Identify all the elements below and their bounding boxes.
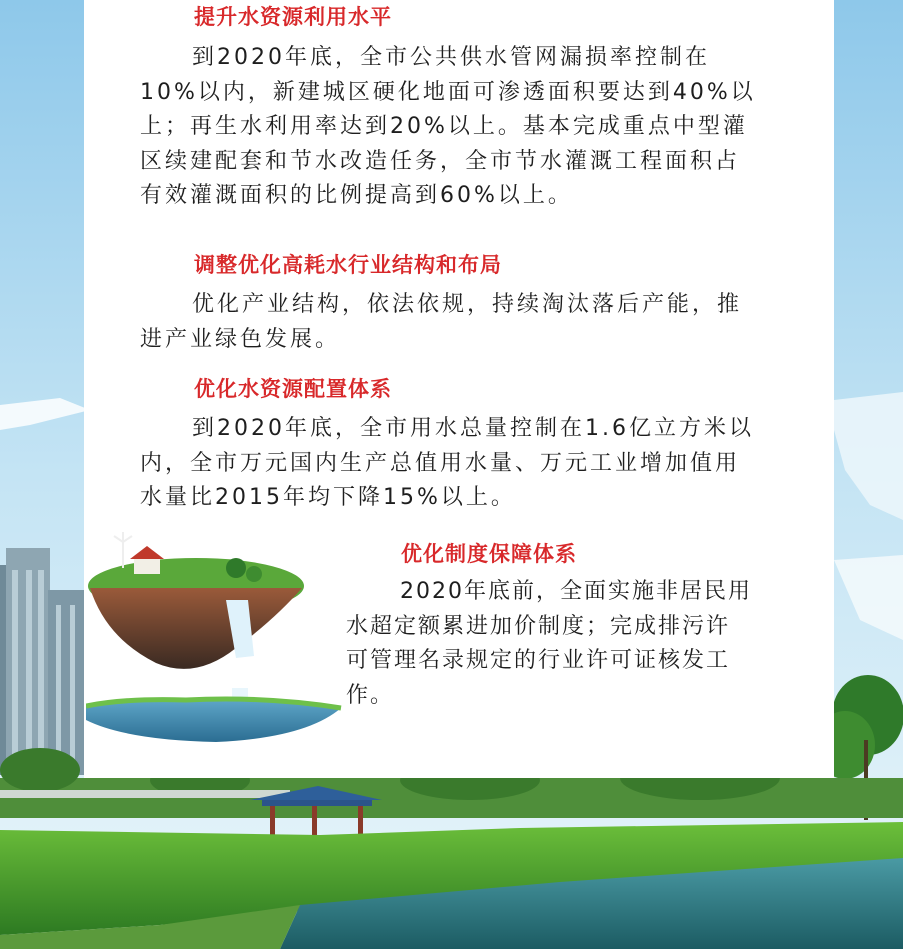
- section-body-water-efficiency: [140, 41, 756, 214]
- text-line: 到2020年底，全市用水总量控制在1.6亿立方米以: [192, 416, 754, 441]
- section-heading-industry-structure: 调整优化高耗水行业结构和布局: [194, 253, 502, 277]
- section-body-water-allocation: [140, 412, 754, 516]
- text-line: 可管理名录规定的行业许可证核发工: [346, 648, 731, 674]
- section-heading-water-allocation: 优化水资源配置体系: [194, 377, 392, 401]
- text-line: 水量比2015年均下降15%以上。: [140, 485, 516, 511]
- text-line: 水超定额累进加价制度；完成排污许: [346, 613, 731, 639]
- section-heading-water-efficiency: 提升水资源利用水平: [194, 5, 392, 29]
- section-heading-institutional-guarantee: 优化制度保障体系: [401, 542, 577, 566]
- text-line: 进产业绿色发展。: [140, 326, 341, 352]
- section-body-industry-structure: [140, 288, 742, 357]
- text-line: 作。: [346, 682, 395, 708]
- text-line: 10%以内，新建城区硬化地面可渗透面积要达到40%以: [140, 79, 756, 105]
- text-line: 区续建配套和节水改造任务，全市节水灌溉工程面积占: [140, 148, 741, 174]
- text-line: 2020年底前，全面实施非居民用: [400, 579, 752, 604]
- text-line: 内，全市万元国内生产总值用水量、万元工业增加值用: [140, 450, 741, 476]
- floating-island-waterfall-image: [86, 528, 348, 758]
- text-line: 优化产业结构，依法依规，持续淘汰落后产能，推: [192, 292, 743, 317]
- text-line: 到2020年底，全市公共供水管网漏损率控制在: [192, 45, 710, 70]
- text-line: 有效灌溉面积的比例提高到60%以上。: [140, 183, 573, 209]
- text-line: 上；再生水利用率达到20%以上。基本完成重点中型灌: [140, 114, 748, 140]
- section-body-institutional-guarantee: [346, 575, 752, 713]
